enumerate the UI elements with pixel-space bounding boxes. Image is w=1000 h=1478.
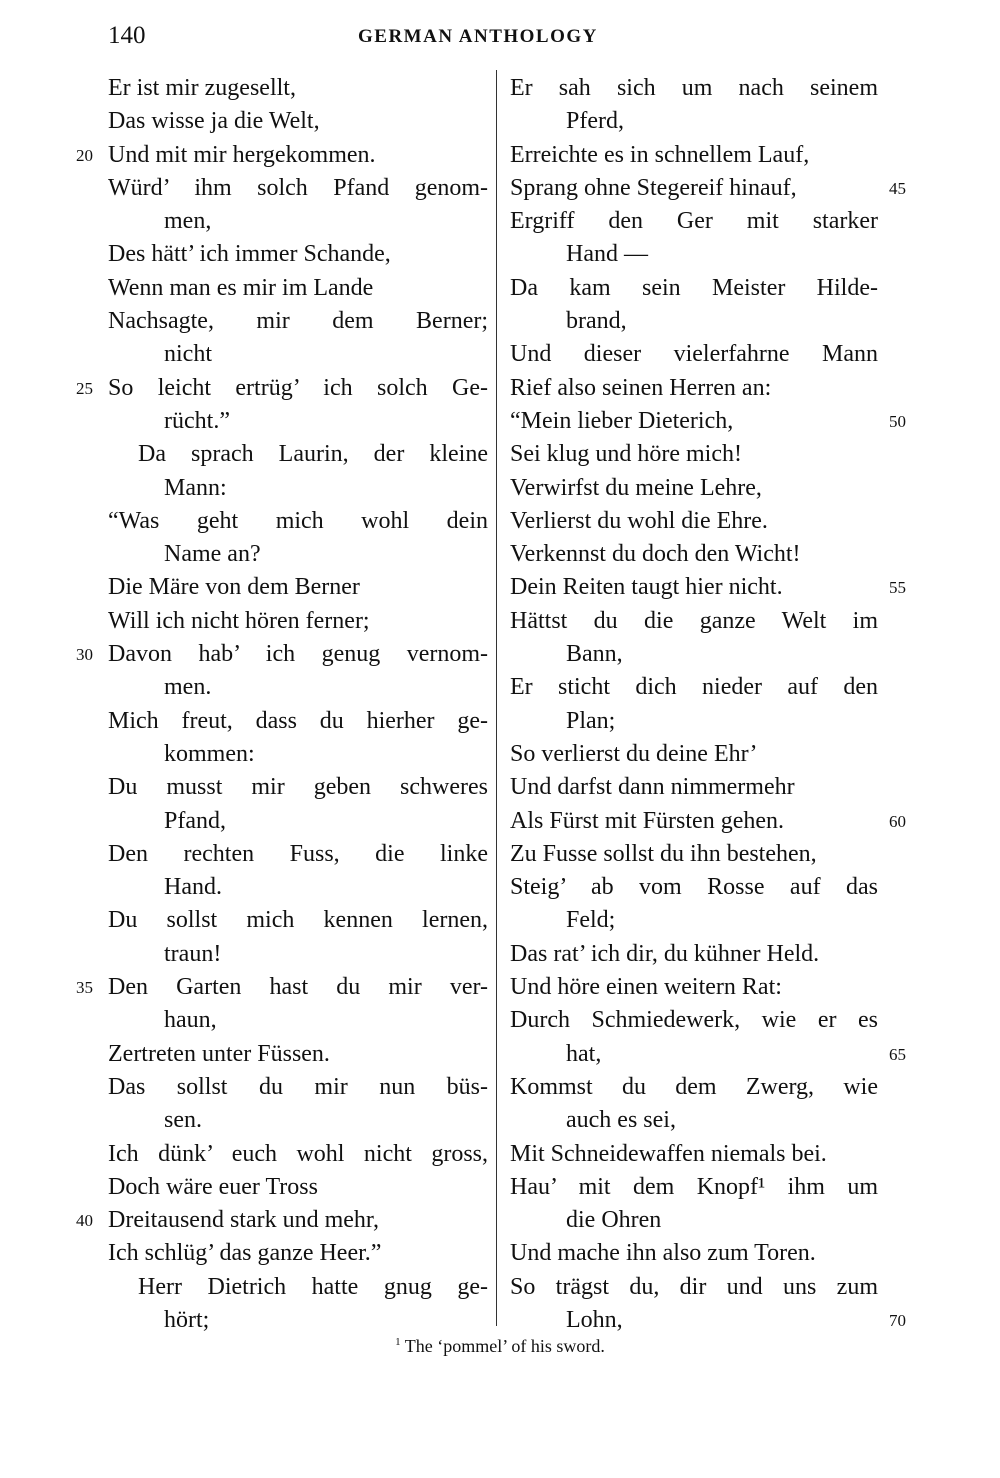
verse-text: nicht bbox=[164, 341, 212, 368]
left-column bbox=[76, 72, 488, 1337]
line-number: 45 bbox=[889, 178, 906, 198]
line-number: 20 bbox=[76, 145, 93, 165]
verse-text: Wenn man es mir im Lande bbox=[108, 274, 374, 301]
verse-text: brand, bbox=[566, 308, 627, 335]
verse-text: Mit Schneidewaffen niemals bei. bbox=[510, 1140, 827, 1167]
verse-line bbox=[510, 1104, 878, 1137]
verse-text: Verkennst du doch den Wicht! bbox=[510, 541, 801, 568]
verse-text: sen. bbox=[164, 1107, 202, 1134]
verse-text: Er ist mir zugesellt, bbox=[108, 75, 296, 101]
verse-text: men, bbox=[164, 208, 212, 235]
verse-text: Er sah sich um nach seinem bbox=[510, 75, 878, 101]
verse-text: Als Fürst mit Fürsten gehen. bbox=[510, 807, 784, 834]
verse-text: Sei klug und höre mich! bbox=[510, 441, 742, 468]
verse-line bbox=[510, 871, 878, 904]
verse-line bbox=[108, 838, 488, 871]
verse-text: Lohn, bbox=[566, 1306, 623, 1333]
verse-line bbox=[510, 1171, 878, 1204]
line-number: 60 bbox=[889, 811, 906, 831]
verse-text: hört; bbox=[164, 1306, 210, 1333]
verse-text: Das wisse ja die Welt, bbox=[108, 108, 320, 135]
verse-line bbox=[510, 738, 878, 771]
verse-line bbox=[510, 372, 878, 405]
verse-text: auch es sei, bbox=[566, 1107, 676, 1134]
verse-text: Doch wäre euer Tross bbox=[108, 1173, 318, 1200]
verse-line bbox=[108, 738, 488, 771]
verse-text: Plan; bbox=[566, 707, 616, 734]
verse-text: Die Märe von dem Berner bbox=[108, 574, 360, 601]
verse-line bbox=[510, 705, 878, 738]
verse-line bbox=[510, 105, 878, 138]
verse-line bbox=[510, 1271, 878, 1304]
verse-text: Zu Fusse sollst du ihn bestehen, bbox=[510, 840, 817, 867]
verse-text: Rief also seinen Herren an: bbox=[510, 374, 772, 401]
verse-text: Durch Schmiedewerk, wie er es bbox=[510, 1007, 878, 1034]
column-divider bbox=[496, 70, 497, 1326]
verse-line bbox=[510, 338, 878, 371]
verse-text: Davon hab’ ich genug vernom- bbox=[108, 641, 488, 668]
verse-line bbox=[510, 505, 878, 538]
footnote bbox=[0, 1336, 1000, 1357]
verse-line bbox=[108, 771, 488, 804]
verse-line bbox=[510, 805, 906, 838]
verse-line bbox=[108, 338, 488, 371]
verse-text: So trägst du, dir und uns zum bbox=[510, 1273, 878, 1300]
verse-text: Hand — bbox=[566, 241, 648, 268]
verse-text: haun, bbox=[164, 1007, 217, 1034]
verse-line bbox=[108, 1171, 488, 1204]
verse-text: Hättst du die ganze Welt im bbox=[510, 607, 878, 634]
verse-line bbox=[108, 871, 488, 904]
verse-line bbox=[76, 139, 488, 172]
verse-line bbox=[510, 1304, 906, 1337]
running-title: GERMAN ANTHOLOGY bbox=[358, 26, 598, 47]
verse-text: Ich dünk’ euch wohl nicht gross, bbox=[108, 1140, 488, 1167]
verse-line bbox=[108, 904, 488, 937]
verse-line bbox=[510, 904, 878, 937]
verse-text: Verlierst du wohl die Ehre. bbox=[510, 507, 768, 534]
verse-text: Name an? bbox=[164, 541, 261, 568]
verse-line bbox=[108, 438, 488, 471]
line-number: 40 bbox=[76, 1211, 93, 1231]
verse-line bbox=[510, 272, 878, 305]
verse-text: Steig’ ab vom Rosse auf das bbox=[510, 874, 878, 901]
footnote-marker: 1 bbox=[395, 1336, 401, 1348]
verse-line bbox=[510, 671, 878, 704]
verse-text: die Ohren bbox=[566, 1207, 662, 1234]
verse-text: Erreichte es in schnellem Lauf, bbox=[510, 141, 810, 168]
verse-line bbox=[510, 1004, 878, 1037]
verse-line bbox=[108, 1271, 488, 1304]
verse-line bbox=[108, 1071, 488, 1104]
verse-text: Dein Reiten taugt hier nicht. bbox=[510, 574, 783, 601]
line-number: 35 bbox=[76, 978, 93, 998]
verse-text: Zertreten unter Füssen. bbox=[108, 1040, 330, 1067]
verse-line bbox=[108, 405, 488, 438]
verse-line bbox=[108, 1304, 488, 1337]
verse-line bbox=[108, 538, 488, 571]
verse-text: “Mein lieber Dieterich, bbox=[510, 407, 734, 434]
verse-line bbox=[510, 405, 906, 438]
verse-line bbox=[108, 1104, 488, 1137]
verse-line bbox=[510, 571, 906, 604]
verse-line bbox=[510, 838, 878, 871]
verse-line bbox=[510, 72, 878, 105]
footnote-text: The ‘pommel’ of his sword. bbox=[404, 1336, 605, 1356]
verse-line bbox=[510, 938, 878, 971]
verse-line bbox=[108, 72, 488, 105]
verse-text: Und mit mir hergekommen. bbox=[108, 141, 376, 168]
verse-line bbox=[108, 1004, 488, 1037]
verse-line bbox=[510, 472, 878, 505]
verse-line bbox=[510, 1138, 878, 1171]
verse-line bbox=[108, 605, 488, 638]
verse-line bbox=[76, 638, 488, 671]
verse-text: “Was geht mich wohl dein bbox=[108, 507, 488, 534]
verse-text: Verwirfst du meine Lehre, bbox=[510, 474, 762, 501]
line-number: 70 bbox=[889, 1310, 906, 1330]
verse-text: Feld; bbox=[566, 907, 616, 934]
verse-line bbox=[108, 1237, 488, 1270]
verse-line bbox=[510, 771, 878, 804]
verse-text: Und höre einen weitern Rat: bbox=[510, 974, 782, 1001]
verse-line bbox=[510, 139, 878, 172]
line-number: 30 bbox=[76, 645, 93, 665]
verse-line bbox=[510, 538, 878, 571]
verse-text: Da sprach Laurin, der kleine bbox=[138, 441, 488, 468]
verse-line bbox=[510, 1038, 906, 1071]
verse-text: So leicht ertrüg’ ich solch Ge- bbox=[108, 374, 488, 401]
verse-line bbox=[510, 438, 878, 471]
line-number: 65 bbox=[889, 1044, 906, 1064]
verse-text: Bann, bbox=[566, 641, 623, 668]
line-number: 55 bbox=[889, 578, 906, 598]
verse-text: Du musst mir geben schweres bbox=[108, 774, 488, 801]
verse-line bbox=[510, 1237, 878, 1270]
verse-line bbox=[108, 172, 488, 205]
verse-text: rücht.” bbox=[164, 407, 230, 434]
verse-text: Mich freut, dass du hierher ge- bbox=[108, 707, 488, 734]
verse-text: Dreitausend stark und mehr, bbox=[108, 1207, 379, 1234]
verse-text: Herr Dietrich hatte gnug ge- bbox=[138, 1273, 488, 1300]
verse-line bbox=[510, 205, 878, 238]
verse-text: Mann: bbox=[164, 474, 227, 501]
verse-text: Ergriff den Ger mit starker bbox=[510, 208, 878, 235]
verse-line bbox=[108, 305, 488, 338]
verse-text: Ich schlüg’ das ganze Heer.” bbox=[108, 1240, 382, 1267]
verse-text: kommen: bbox=[164, 740, 255, 767]
verse-text: hat, bbox=[566, 1040, 602, 1067]
verse-text: Würd’ ihm solch Pfand genom- bbox=[108, 174, 488, 201]
verse-text: Den rechten Fuss, die linke bbox=[108, 840, 488, 867]
verse-line bbox=[510, 1204, 878, 1237]
verse-text: Sprang ohne Stegereif hinauf, bbox=[510, 174, 797, 201]
verse-line bbox=[108, 1038, 488, 1071]
verse-line bbox=[108, 1138, 488, 1171]
verse-text: Kommst du dem Zwerg, wie bbox=[510, 1073, 878, 1100]
verse-line bbox=[108, 505, 488, 538]
verse-line bbox=[510, 172, 906, 205]
verse-line bbox=[76, 1204, 488, 1237]
line-number: 25 bbox=[76, 378, 93, 398]
verse-text: Will ich nicht hören ferner; bbox=[108, 607, 370, 634]
verse-text: Pferd, bbox=[566, 108, 624, 135]
verse-text: traun! bbox=[164, 940, 222, 967]
verse-line bbox=[510, 605, 878, 638]
verse-line bbox=[510, 238, 878, 271]
verse-text: So verlierst du deine Ehr’ bbox=[510, 740, 758, 767]
verse-line bbox=[108, 805, 488, 838]
verse-line bbox=[510, 1071, 878, 1104]
verse-text: Das sollst du mir nun büs- bbox=[108, 1073, 488, 1100]
verse-text: Des hätt’ ich immer Schande, bbox=[108, 241, 391, 268]
verse-text: Er sticht dich nieder auf den bbox=[510, 674, 878, 701]
verse-line bbox=[108, 238, 488, 271]
verse-text: Den Garten hast du mir ver- bbox=[108, 974, 488, 1001]
verse-text: Das rat’ ich dir, du kühner Held. bbox=[510, 940, 820, 967]
verse-text: Und mache ihn also zum Toren. bbox=[510, 1240, 816, 1267]
verse-text: men. bbox=[164, 674, 212, 701]
verse-text: Pfand, bbox=[164, 807, 226, 834]
verse-text: Und dieser vielerfahrne Mann bbox=[510, 341, 878, 368]
verse-line bbox=[108, 705, 488, 738]
verse-line bbox=[510, 638, 878, 671]
line-number: 50 bbox=[889, 411, 906, 431]
verse-line bbox=[108, 105, 488, 138]
right-column bbox=[510, 72, 906, 1337]
verse-text: Da kam sein Meister Hilde- bbox=[510, 274, 878, 301]
verse-line bbox=[76, 971, 488, 1004]
verse-text: Und darfst dann nimmermehr bbox=[510, 774, 795, 801]
verse-line bbox=[108, 472, 488, 505]
verse-line bbox=[108, 272, 488, 305]
verse-line bbox=[108, 938, 488, 971]
verse-line bbox=[76, 372, 488, 405]
verse-text: Du sollst mich kennen lernen, bbox=[108, 907, 488, 934]
verse-line bbox=[510, 305, 878, 338]
verse-line bbox=[510, 971, 878, 1004]
verse-line bbox=[108, 671, 488, 704]
verse-text: Nachsagte, mir dem Berner; bbox=[108, 308, 488, 335]
verse-line bbox=[108, 205, 488, 238]
verse-line bbox=[108, 571, 488, 604]
verse-text: Hand. bbox=[164, 874, 222, 901]
page-number: 140 bbox=[108, 22, 146, 49]
verse-text: Hau’ mit dem Knopf¹ ihm um bbox=[510, 1173, 878, 1200]
